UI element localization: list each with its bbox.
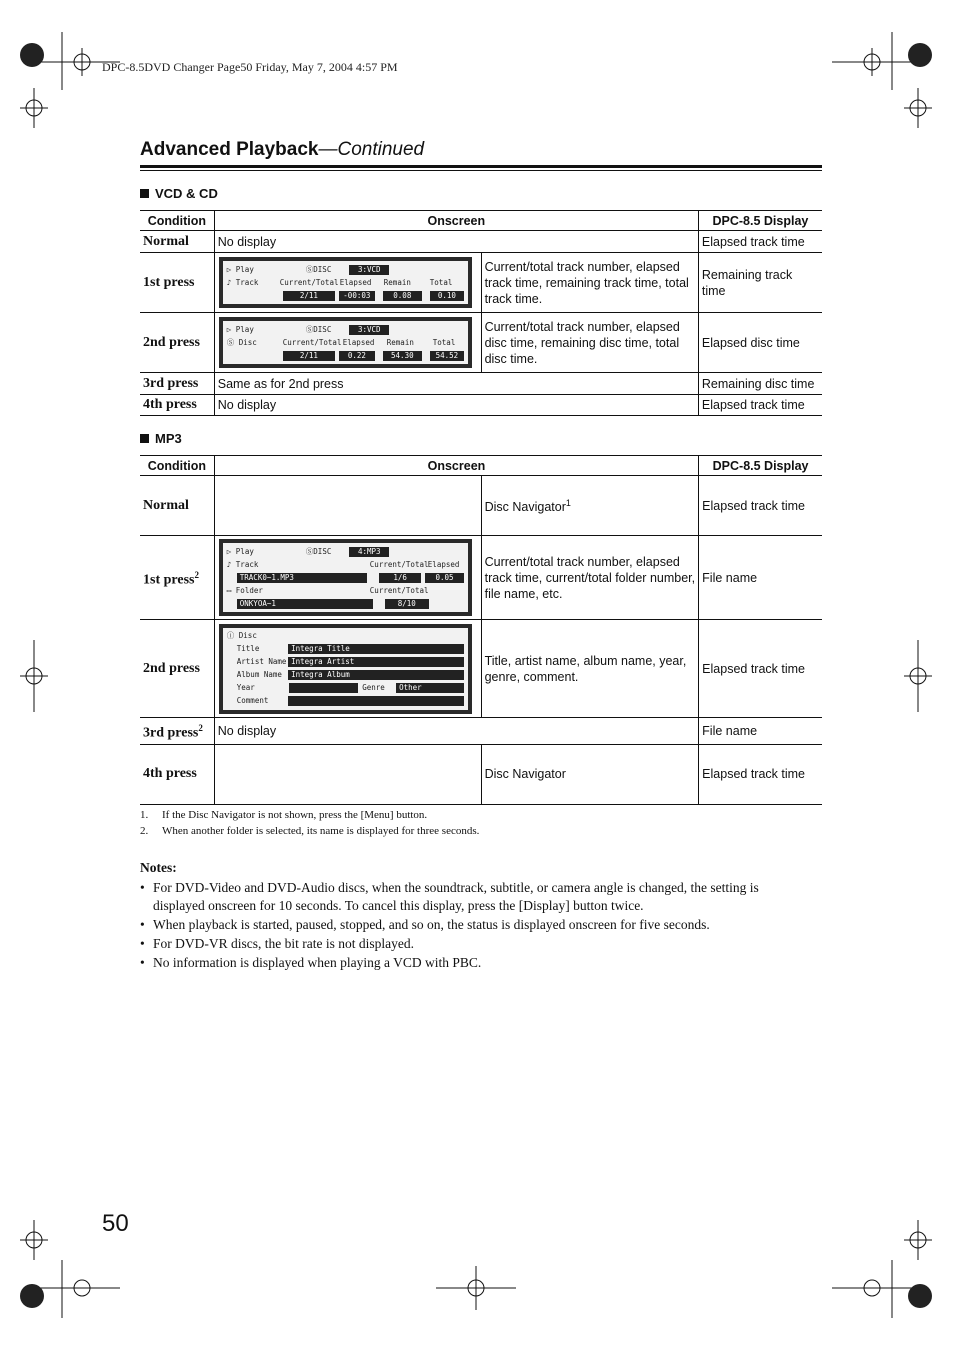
heading-title: Advanced Playback [140,139,319,160]
section-title-mp3: MP3 [140,431,182,446]
onscreen-cell: Same as for 2nd press [214,373,698,395]
display-cell: Elapsed disc time [698,313,822,373]
display-cell: Remaining disc time [698,373,822,395]
folder-icon: ▭ [226,585,232,595]
list-item: • No information is displayed when playing a VCD with PBC. [140,954,810,972]
list-item: • For DVD-VR discs, the bit rate is not displayed. [140,935,810,953]
condition-cell: 2nd press [140,313,214,373]
header-condition: Condition [140,456,214,476]
notes-title: Notes: [140,860,177,875]
description-cell: Disc Navigator$^1$ [481,476,699,536]
table-row [140,620,822,718]
header-display: DPC-8.5 Display [698,211,822,231]
osd-cell-empty [214,744,481,804]
osd-cell [214,253,481,313]
comment-field [288,696,464,706]
list-item: • For DVD-Video and DVD-Audio discs, when the soundtrack, subtitle, or camera angle is changed, the setting is displayed onscreen for 10 seconds. To cancel this display, press the [Display] button twice. [140,879,810,915]
osd-screenshot: ▷ Play Ⓢ DISC 4:MP3 ♪ Track Current/Total Elapsed TRACK0~1.MP3 1/6 0.05 ▭ Folder Current/Total ONKYOA~1 8/10 [219,539,472,616]
section-title-vcd: VCD & CD [140,186,218,201]
table-row [140,313,822,373]
table-row [140,395,822,416]
description-cell: Disc Navigator [481,744,699,804]
table-row [140,744,822,804]
display-cell: Elapsed track time [699,744,822,804]
osd-cell [214,536,481,620]
page-heading [140,139,822,161]
onscreen-cell: No display [214,395,698,416]
notes-block [140,859,810,973]
disc-icon: Ⓢ [305,546,314,556]
square-bullet-icon [140,189,149,198]
table-row [140,231,822,253]
vcd-table [140,210,822,416]
display-cell: Remaining track time [698,253,822,313]
note-icon: ♪ [226,559,232,569]
onscreen-cell: No display [214,718,698,745]
osd-screenshot: ⓘ Disc Title Integra Title Artist Name Integra Artist Album Name Integra Album Year Genre Other Comment [219,624,472,714]
play-icon: ▷ [226,324,232,334]
display-cell: Elapsed track time [698,231,822,253]
condition-cell: 3rd press [140,373,214,395]
condition-cell: 2nd press [140,620,214,718]
condition-cell: 3rd press$^2$ [140,718,214,745]
condition-cell: 4th press [140,744,214,804]
description-cell: Current/total track number, elapsed disc time, remaining disc time, total disc time. [481,313,698,373]
condition-cell: Normal [140,231,214,253]
footnote-ref: 2 [194,569,199,580]
header-display: DPC-8.5 Display [699,456,822,476]
osd-screenshot: ▷ Play Ⓢ DISC 3:VCD ♪ Track Current/Total Elapsed Remain Total 2/11 -00:03 0.08 0.10 [219,257,472,308]
heading-rule-thick [140,165,822,168]
description-cell: Current/total track number, elapsed track time, remaining track time, total track time. [481,253,698,313]
info-icon: ⓘ [226,631,235,640]
disc-icon: Ⓢ [226,337,235,347]
condition-cell: 1st press$^2$ [140,536,214,620]
header-onscreen: Onscreen [214,456,698,476]
table-row [140,476,822,536]
footnote: 1. If the Disc Navigator is not shown, press the [Menu] button. [140,809,428,821]
osd-cell-empty [214,476,481,536]
disc-icon: Ⓢ [305,324,314,334]
footnote: 2. When another folder is selected, its name is displayed for three seconds. [140,825,480,837]
display-cell: Elapsed track time [699,620,822,718]
heading-continued: —Continued [318,139,425,160]
osd-screenshot: ▷ Play Ⓢ DISC 3:VCD Ⓢ Disc Current/Total Elapsed Remain Total 2/11 0.22 54.30 54.52 [219,317,472,368]
table-row [140,718,822,745]
onscreen-cell: No display [214,231,698,253]
disc-icon: Ⓢ [305,264,314,274]
play-icon: ▷ [226,546,232,556]
table-header [140,211,822,231]
footnote-ref: 1 [565,498,571,509]
list-item: • When playback is started, paused, stopped, and so on, the status is displayed onscreen for five seconds. [140,916,810,934]
year-field [289,683,359,693]
notes-list [140,879,810,972]
square-bullet-icon [140,434,149,443]
mp3-table [140,455,822,805]
play-icon: ▷ [226,264,232,274]
footnote-ref: 2 [198,723,203,733]
header-condition: Condition [140,211,214,231]
header-onscreen: Onscreen [214,211,698,231]
display-cell: Elapsed track time [698,395,822,416]
note-icon: ♪ [226,277,232,287]
display-cell: File name [699,536,822,620]
page-number: 50 [102,1210,129,1237]
condition-cell: 4th press [140,395,214,416]
table-header [140,456,822,476]
table-row [140,536,822,620]
print-line: DPC-8.5DVD Changer Page50 Friday, May 7, 2004 4:57 PM [102,60,398,74]
heading-rule-thin [140,170,822,171]
osd-cell [214,620,481,718]
table-row [140,373,822,395]
display-cell: Elapsed track time [699,476,822,536]
display-cell: File name [699,718,822,745]
osd-cell [214,313,481,373]
description-cell: Title, artist name, album name, year, genre, comment. [481,620,699,718]
condition-cell: Normal [140,476,214,536]
table-row [140,253,822,313]
condition-cell: 1st press [140,253,214,313]
description-cell: Current/total track number, elapsed track time, current/total folder number, file name, etc. [481,536,699,620]
